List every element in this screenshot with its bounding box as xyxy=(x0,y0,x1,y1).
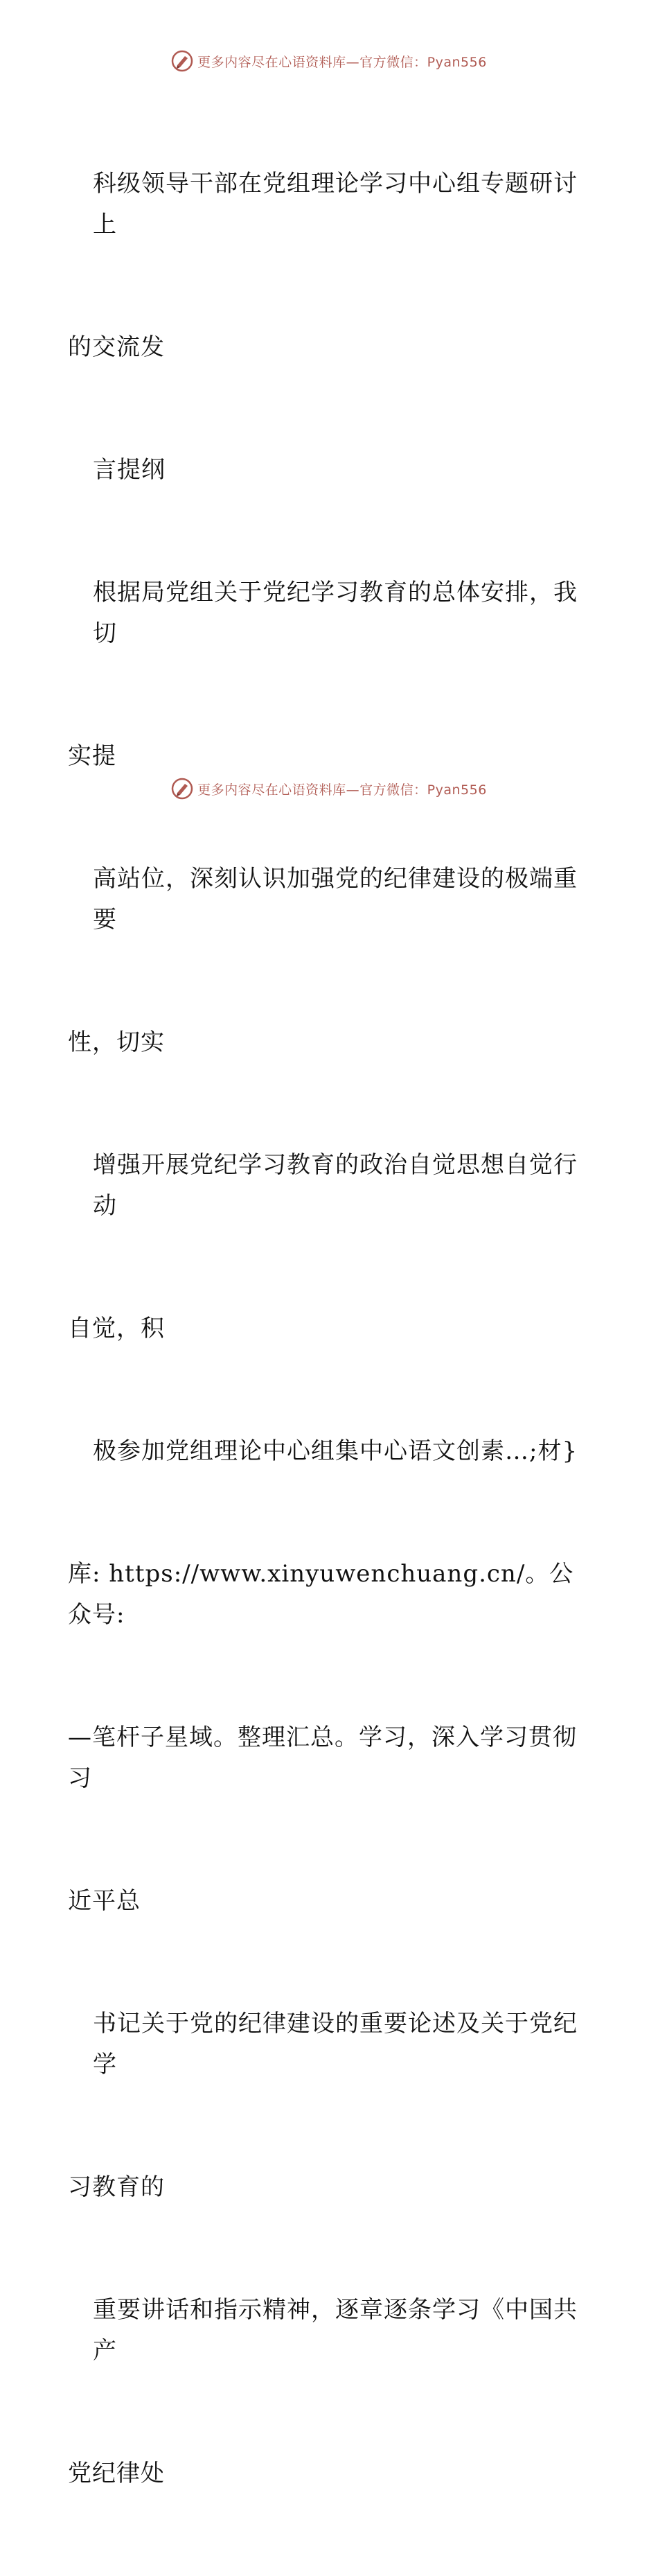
footer-banner xyxy=(0,778,658,800)
text-line: 实提 xyxy=(68,742,116,770)
text-line: 根据局党组关于党纪学习教育的总体安排，我切 xyxy=(93,579,578,647)
text-line: 库: https://www.xinyuwenchuang.cn/。公众号: xyxy=(68,1560,574,1629)
text-line: 自觉，积 xyxy=(68,1315,165,1342)
text-line: 的交流发 xyxy=(68,333,165,361)
text-line: 近平总 xyxy=(68,1887,141,1915)
text-line: 高站位，深刻认识加强党的纪律建设的极端重要 xyxy=(93,865,578,934)
text-line: 党纪律处 xyxy=(68,2460,165,2487)
text-line: 书记关于党的纪律建设的重要论述及关于党纪学 xyxy=(93,2010,578,2078)
text-line: 极参加党组理论中心组集中心语文创素…;材} xyxy=(93,1437,578,1465)
text-line: 性，切实 xyxy=(68,1028,165,1056)
header-banner xyxy=(0,50,658,72)
footer-banner-text: 更多内容尽在心语资料库—官方微信：Pyan556 xyxy=(197,782,487,798)
pen-logo-icon xyxy=(171,778,193,800)
text-line: 言提纲 xyxy=(93,456,166,484)
document-body xyxy=(68,82,594,2576)
text-line: 科级领导干部在党组理论学习中心组专题研讨上 xyxy=(93,170,578,238)
text-line: —笔杆子星域。整理汇总。学习，深入学习贯彻习 xyxy=(68,1724,577,1792)
header-banner-text: 更多内容尽在心语资料库—官方微信：Pyan556 xyxy=(197,54,487,70)
pen-logo-icon xyxy=(171,50,193,72)
text-line: 习教育的 xyxy=(68,2173,165,2201)
text-line: 增强开展党纪学习教育的政治自觉思想自觉行动 xyxy=(93,1151,578,1220)
text-line: 重要讲话和指示精神，逐章逐条学习《中国共产 xyxy=(93,2296,578,2365)
document-paragraph xyxy=(68,82,594,2576)
